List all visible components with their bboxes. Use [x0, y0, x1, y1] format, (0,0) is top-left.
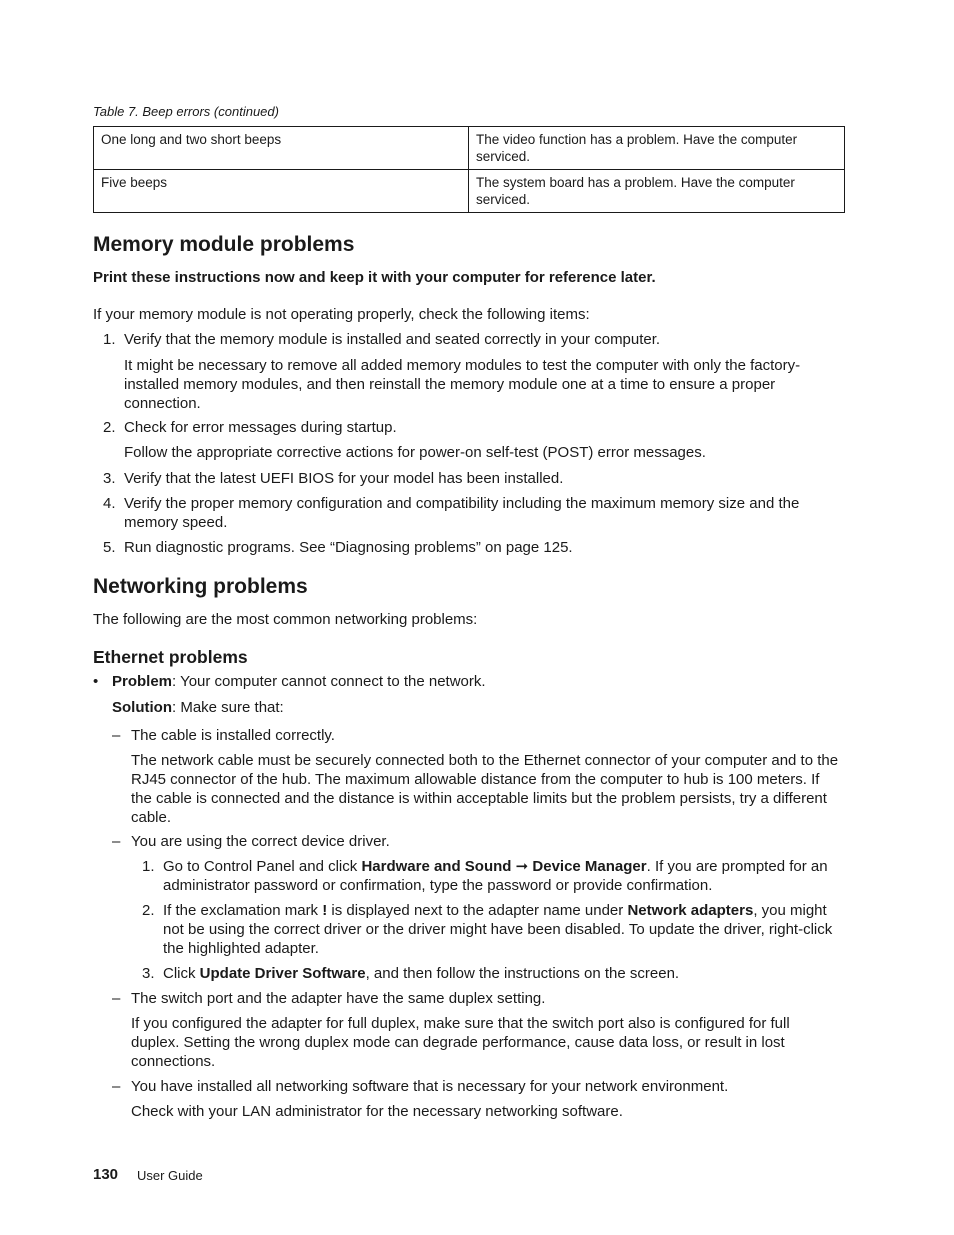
check-item-detail: If you configured the adapter for full duplex, make sure that the switch port also is configured for full duplex. Setting the wrong duplex mode can degrade performance, cause data loss, or result in lost connections.: [131, 1015, 790, 1070]
list-item: Verify that the latest UEFI BIOS for your model has been installed.: [124, 470, 564, 487]
list-number: 3.: [103, 470, 116, 487]
beep-errors-table: [93, 126, 845, 213]
ethernet-subheading: Ethernet problems: [93, 647, 248, 667]
list-item: Verify that the memory module is installed and seated correctly in your computer.: [124, 331, 661, 348]
table-caption: Table 7. Beep errors (continued): [93, 104, 279, 119]
problem-text: : Your computer cannot connect to the network.: [172, 673, 486, 690]
table-row: [94, 170, 845, 213]
step-text: . If you are prompted for an administrator password or confirmation, type the password or provide confirmation.: [163, 858, 828, 894]
update-driver-software-label: Update Driver Software: [199, 965, 366, 982]
list-number: 4.: [103, 495, 116, 512]
memory-notice: Print these instructions now and keep it with your computer for reference later.: [93, 269, 656, 286]
beep-description-cell: The system board has a problem. Have the computer serviced.: [469, 170, 845, 213]
list-item: Verify the proper memory configuration and compatibility including the maximum memory size and the memory speed.: [124, 495, 800, 531]
step-number: 3.: [142, 965, 155, 982]
driver-step-2: [163, 901, 845, 958]
driver-step-1: [163, 857, 845, 895]
dash-marker: –: [112, 1078, 121, 1095]
solution-line: [112, 698, 837, 717]
networking-section-heading: Networking problems: [93, 575, 308, 598]
dash-marker: –: [112, 727, 121, 744]
dash-marker: –: [112, 990, 121, 1007]
device-manager-link: Device Manager: [532, 858, 647, 875]
step-number: 2.: [142, 902, 155, 919]
check-item-detail: The network cable must be securely connected both to the Ethernet connector of your computer and to the RJ45 connector of the hub. The maximum allowable distance from the computer to hub is 100 meters. If the cable is connected and the distance is within acceptable limits but the problem persists, try a different cable.: [131, 752, 839, 826]
beep-code-cell: Five beeps: [94, 170, 469, 213]
list-item: Run diagnostic programs. See “Diagnosing problems” on page 125.: [124, 539, 573, 556]
step-number: 1.: [142, 858, 155, 875]
memory-intro: If your memory module is not operating properly, check the following items:: [93, 306, 590, 323]
solution-text: : Make sure that:: [172, 699, 284, 716]
hardware-and-sound-link: Hardware and Sound: [361, 858, 512, 875]
list-number: 5.: [103, 539, 116, 556]
solution-label: Solution: [112, 699, 172, 716]
beep-description-cell: The video function has a problem. Have the computer serviced.: [469, 127, 845, 170]
list-number: 1.: [103, 331, 116, 348]
list-item: Check for error messages during startup.: [124, 419, 397, 436]
page-number: 130: [93, 1166, 119, 1183]
list-item-detail: It might be necessary to remove all added memory modules to test the computer with only the factory-installed memory modules, and then reinstall the memory module one at a time to ensure a proper connection.: [124, 357, 801, 412]
network-adapters-label: Network adapters: [627, 902, 754, 919]
step-text: , you might not be using the correct driver or the driver might have been disabled. To update the driver, right-click the highlighted adapter.: [163, 902, 833, 957]
check-item-title: You are using the correct device driver.: [131, 833, 390, 850]
table-row: [94, 127, 845, 170]
networking-intro: The following are the most common networking problems:: [93, 611, 478, 628]
bullet-marker: •: [93, 673, 99, 690]
list-item-detail: Follow the appropriate corrective actions for power-on self-test (POST) error messages.: [124, 444, 706, 461]
problem-line: [112, 672, 837, 691]
step-text: , and then follow the instructions on the screen.: [365, 965, 680, 982]
step-text: Go to Control Panel and click: [163, 858, 362, 875]
footer-label: User Guide: [137, 1168, 203, 1183]
memory-section-heading: Memory module problems: [93, 233, 355, 256]
check-item-title: The switch port and the adapter have the same duplex setting.: [131, 990, 546, 1007]
exclamation-icon: !: [322, 902, 328, 919]
check-item-title: You have installed all networking software that is necessary for your network environment.: [131, 1078, 729, 1095]
arrow-icon: ➞: [515, 858, 529, 875]
beep-code-cell: One long and two short beeps: [94, 127, 469, 170]
step-text: Click: [163, 965, 200, 982]
problem-label: Problem: [112, 673, 173, 690]
step-text: is displayed next to the adapter name under: [327, 902, 628, 919]
check-item-detail: Check with your LAN administrator for the necessary networking software.: [131, 1103, 623, 1120]
driver-step-3: [163, 964, 845, 983]
check-item-title: The cable is installed correctly.: [131, 727, 335, 744]
dash-marker: –: [112, 833, 121, 850]
list-number: 2.: [103, 419, 116, 436]
step-text: If the exclamation mark: [163, 902, 323, 919]
